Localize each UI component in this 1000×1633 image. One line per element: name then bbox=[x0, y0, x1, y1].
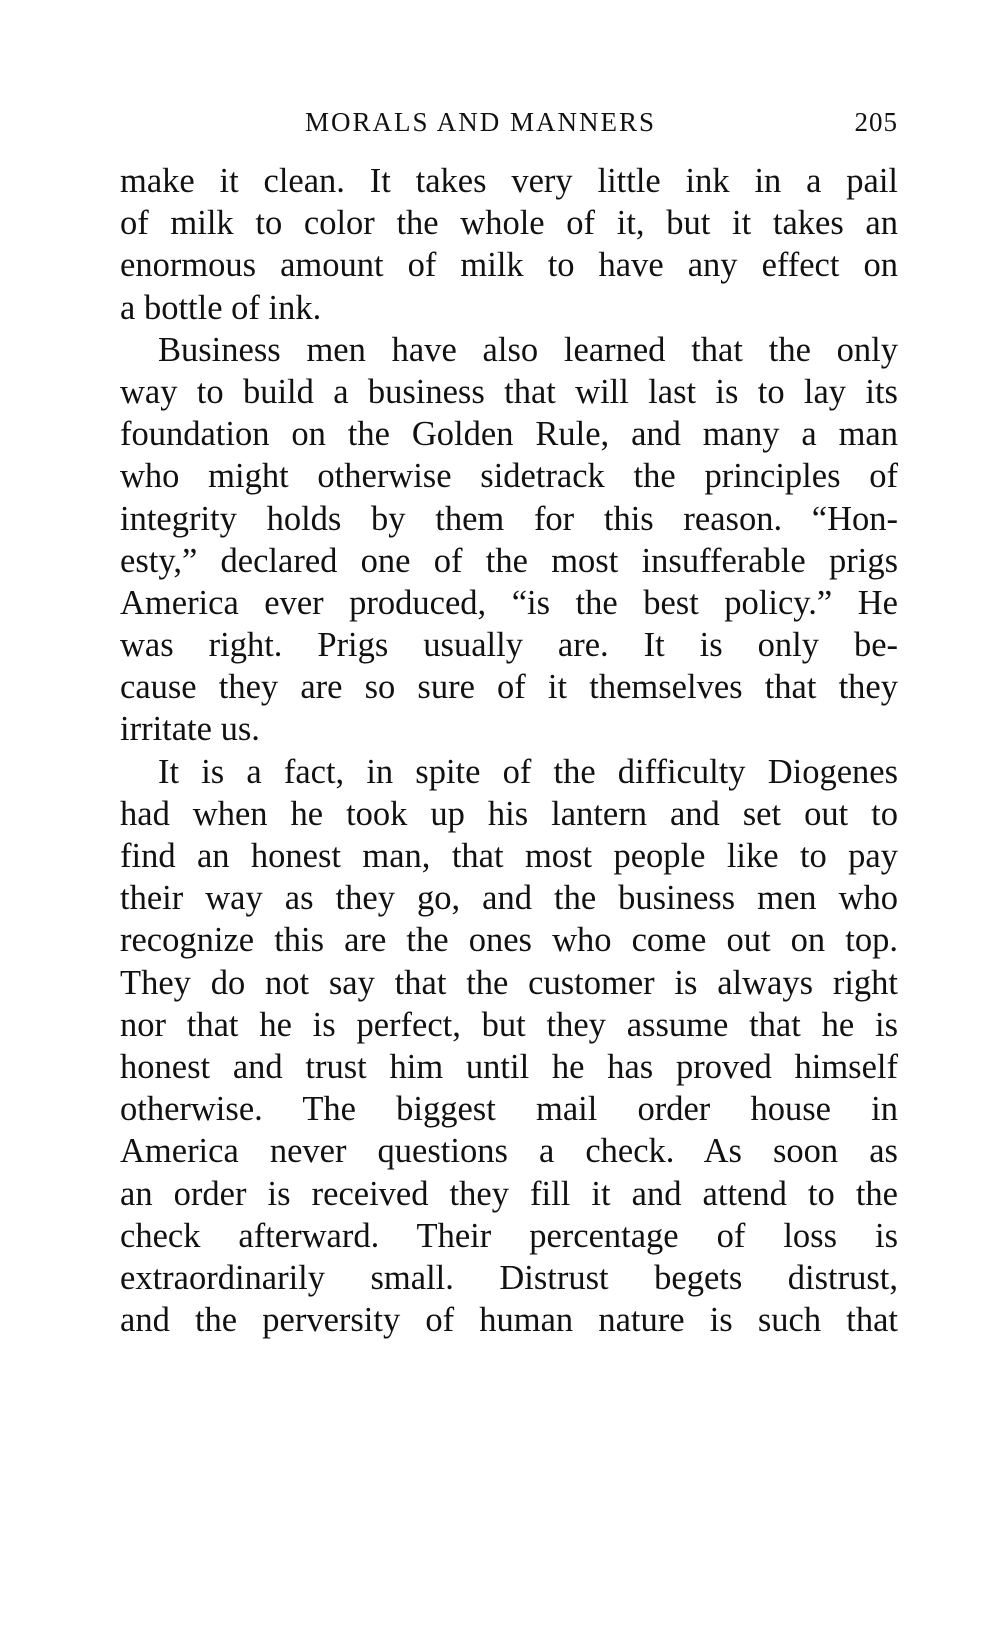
paragraph bbox=[120, 329, 898, 751]
text-line: esty,” declared one of the most insufferable prigs bbox=[120, 541, 898, 580]
text-line: and the perversity of human nature is such that bbox=[120, 1301, 898, 1340]
text-line: foundation on the Golden Rule, and many a man bbox=[120, 415, 898, 454]
body-text bbox=[120, 160, 898, 1341]
text-line: honest and trust him until he has proved himself bbox=[120, 1047, 898, 1086]
text-line: Business men have also learned that the only bbox=[158, 330, 898, 369]
text-line: find an honest man, that most people like to pay bbox=[120, 837, 898, 875]
text-line: enormous amount of milk to have any effect on bbox=[120, 246, 898, 285]
text-line: They do not say that the customer is always right bbox=[120, 963, 898, 1002]
text-line: otherwise. The biggest mail order house in bbox=[120, 1090, 898, 1129]
text-line: a bottle of ink. bbox=[120, 288, 322, 327]
paragraph bbox=[120, 751, 898, 1342]
text-line: integrity holds by them for this reason. “Hon- bbox=[120, 499, 898, 538]
text-line: had when he took up his lantern and set out to bbox=[120, 794, 898, 833]
text-line: recognize this are the ones who come out on top. bbox=[120, 921, 898, 960]
text-line: America never questions a check. As soon as bbox=[120, 1132, 898, 1171]
text-line: an order is received they fill it and attend to the bbox=[120, 1174, 898, 1213]
text-line: extraordinarily small. Distrust begets distrust, bbox=[120, 1258, 898, 1297]
text-line: America ever produced, “is the best policy.” He bbox=[120, 583, 898, 622]
page-number: 205 bbox=[854, 107, 898, 137]
text-line: was right. Prigs usually are. It is only be- bbox=[120, 626, 898, 665]
text-line: of milk to color the whole of it, but it takes an bbox=[120, 204, 898, 243]
text-line: nor that he is perfect, but they assume that he is bbox=[120, 1005, 898, 1044]
paragraph bbox=[120, 160, 898, 329]
text-line: who might otherwise sidetrack the principles of bbox=[120, 457, 898, 496]
running-head bbox=[120, 104, 898, 140]
text-line: their way as they go, and the business men who bbox=[120, 879, 898, 918]
text-line: It is a fact, in spite of the difficulty Diogenes bbox=[158, 752, 898, 791]
text-line: check afterward. Their percentage of loss is bbox=[120, 1216, 898, 1255]
text-line: cause they are so sure of it themselves that they bbox=[120, 668, 898, 707]
text-line: irritate us. bbox=[120, 710, 260, 749]
running-title: MORALS AND MANNERS bbox=[305, 107, 657, 137]
text-line: make it clean. It takes very little ink in a pail bbox=[120, 162, 898, 200]
text-line: way to build a business that will last is to lay its bbox=[120, 372, 898, 411]
